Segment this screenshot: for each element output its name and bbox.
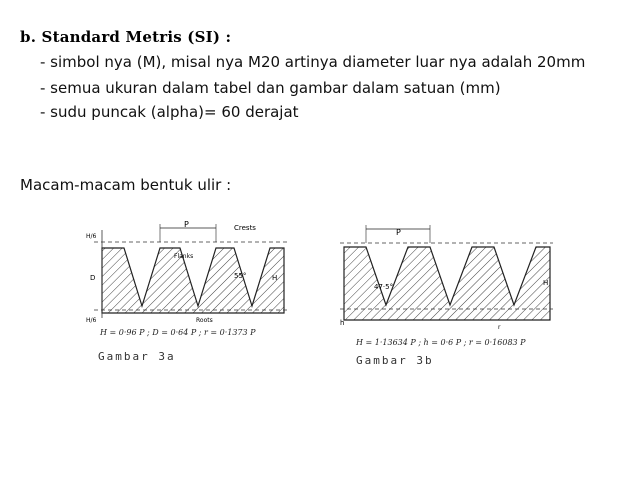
pitch-label-a: P	[184, 220, 189, 229]
height-label-b: H	[543, 279, 549, 287]
pitch-label-b: P	[396, 228, 401, 237]
caption-3a: Gambar 3a	[98, 350, 176, 363]
bullet-item-angle: - sudu puncak (alpha)= 60 derajat	[40, 103, 299, 121]
radius-label-b: r	[498, 324, 501, 331]
angle-label-b: 47·5°	[374, 283, 394, 291]
thread-types-heading: Macam-macam bentuk ulir :	[20, 176, 232, 194]
section-heading: b. Standard Metris (SI) :	[20, 28, 232, 46]
bullet-list	[40, 52, 620, 126]
formula-3b: H = 1·13634 P ; h = 0·6 P ; r = 0·16083 P	[356, 338, 526, 347]
figure-3b	[338, 225, 558, 335]
caption-3b: Gambar 3b	[356, 354, 434, 367]
formula-3a: H = 0·96 P ; D = 0·64 P ; r = 0·1373 P	[100, 328, 256, 337]
height-label-a: H	[272, 274, 278, 282]
roots-label: Roots	[196, 317, 213, 324]
bullet-item-units: - semua ukuran dalam tabel dan gambar dalam satuan (mm)	[40, 79, 501, 97]
h-bottom-label: H/6	[86, 317, 97, 324]
depth-label-a: D	[90, 274, 96, 282]
crests-label: Crests	[234, 224, 256, 232]
h-top-label: H/6	[86, 233, 97, 240]
figure-3b-drawing	[338, 225, 558, 335]
angle-label-a: 55°	[234, 272, 247, 280]
depth-label-b: h	[340, 319, 345, 327]
figure-3a	[84, 218, 294, 328]
bullet-item-symbol: - simbol nya (M), misal nya M20 artinya diameter luar nya adalah 20mm	[40, 53, 586, 71]
figure-3a-drawing	[84, 218, 294, 328]
flanks-label: Flanks	[174, 253, 194, 260]
